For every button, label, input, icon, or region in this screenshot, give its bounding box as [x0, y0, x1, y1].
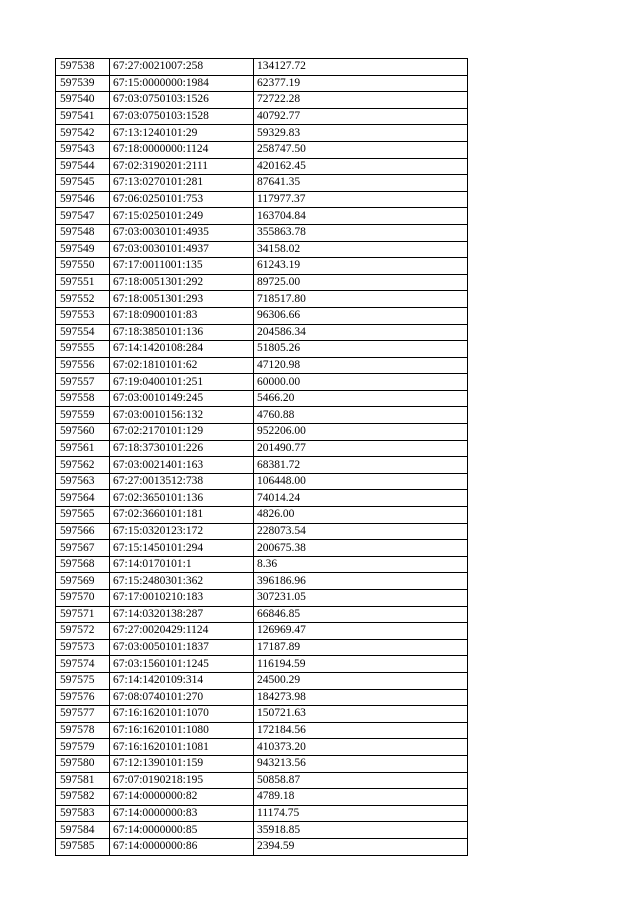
table-row: [56, 523, 468, 540]
amount-cell: 116194.59: [254, 656, 468, 673]
amount-cell: 51805.26: [254, 341, 468, 358]
record-number-cell: 597557: [56, 374, 110, 391]
amount-cell: 4826.00: [254, 507, 468, 524]
cadastral-number-cell: 67:03:0050101:1837: [110, 639, 254, 656]
amount-cell: 47120.98: [254, 357, 468, 374]
table-row: [56, 789, 468, 806]
table-row: [56, 772, 468, 789]
record-number-cell: 597568: [56, 556, 110, 573]
record-number-cell: 597555: [56, 341, 110, 358]
table-row: [56, 606, 468, 623]
table-row: [56, 590, 468, 607]
cadastral-number-cell: 67:06:0250101:753: [110, 191, 254, 208]
cadastral-number-cell: 67:02:2170101:129: [110, 424, 254, 441]
record-number-cell: 597552: [56, 291, 110, 308]
cadastral-number-cell: 67:15:0320123:172: [110, 523, 254, 540]
record-number-cell: 597538: [56, 59, 110, 76]
amount-cell: 396186.96: [254, 573, 468, 590]
amount-cell: 952206.00: [254, 424, 468, 441]
cadastral-number-cell: 67:18:3850101:136: [110, 324, 254, 341]
cadastral-number-cell: 67:03:0010149:245: [110, 390, 254, 407]
amount-cell: 150721.63: [254, 706, 468, 723]
table-row: [56, 623, 468, 640]
record-number-cell: 597571: [56, 606, 110, 623]
cadastral-number-cell: 67:14:0000000:83: [110, 805, 254, 822]
amount-cell: 66846.85: [254, 606, 468, 623]
cadastral-number-cell: 67:27:0013512:738: [110, 473, 254, 490]
cadastral-number-cell: 67:08:0740101:270: [110, 689, 254, 706]
record-number-cell: 597565: [56, 507, 110, 524]
table-row: [56, 141, 468, 158]
cadastral-number-cell: 67:18:0000000:1124: [110, 141, 254, 158]
amount-cell: 11174.75: [254, 805, 468, 822]
cadastral-number-cell: 67:03:0030101:4937: [110, 241, 254, 258]
record-number-cell: 597585: [56, 838, 110, 855]
record-number-cell: 597570: [56, 590, 110, 607]
record-number-cell: 597553: [56, 307, 110, 324]
record-number-cell: 597545: [56, 175, 110, 192]
table-row: [56, 59, 468, 76]
table-row: [56, 573, 468, 590]
record-number-cell: 597579: [56, 739, 110, 756]
cadastral-number-cell: 67:27:0020429:1124: [110, 623, 254, 640]
table-row: [56, 390, 468, 407]
cadastral-number-cell: 67:02:1810101:62: [110, 357, 254, 374]
amount-cell: 106448.00: [254, 473, 468, 490]
record-number-cell: 597578: [56, 722, 110, 739]
record-number-cell: 597580: [56, 755, 110, 772]
cadastral-number-cell: 67:03:0750103:1526: [110, 92, 254, 109]
amount-cell: 68381.72: [254, 457, 468, 474]
cadastral-number-cell: 67:12:1390101:159: [110, 755, 254, 772]
amount-cell: 50858.87: [254, 772, 468, 789]
table-row: [56, 473, 468, 490]
cadastral-number-cell: 67:13:1240101:29: [110, 125, 254, 142]
amount-cell: 201490.77: [254, 440, 468, 457]
table-row: [56, 158, 468, 175]
record-number-cell: 597562: [56, 457, 110, 474]
cadastral-number-cell: 67:19:0400101:251: [110, 374, 254, 391]
cadastral-number-cell: 67:02:3190201:2111: [110, 158, 254, 175]
record-number-cell: 597554: [56, 324, 110, 341]
amount-cell: 355863.78: [254, 224, 468, 241]
amount-cell: 718517.80: [254, 291, 468, 308]
cadastral-number-cell: 67:14:0000000:86: [110, 838, 254, 855]
record-number-cell: 597559: [56, 407, 110, 424]
amount-cell: 410373.20: [254, 739, 468, 756]
amount-cell: 204586.34: [254, 324, 468, 341]
amount-cell: 96306.66: [254, 307, 468, 324]
record-number-cell: 597582: [56, 789, 110, 806]
amount-cell: 163704.84: [254, 208, 468, 225]
table-row: [56, 424, 468, 441]
record-number-cell: 597556: [56, 357, 110, 374]
amount-cell: 24500.29: [254, 672, 468, 689]
record-number-cell: 597567: [56, 540, 110, 557]
amount-cell: 126969.47: [254, 623, 468, 640]
cadastral-number-cell: 67:18:3730101:226: [110, 440, 254, 457]
record-number-cell: 597558: [56, 390, 110, 407]
record-number-cell: 597543: [56, 141, 110, 158]
table-row: [56, 805, 468, 822]
cadastral-number-cell: 67:17:0010210:183: [110, 590, 254, 607]
cadastral-number-cell: 67:13:0270101:281: [110, 175, 254, 192]
table-row: [56, 507, 468, 524]
cadastral-number-cell: 67:14:1420109:314: [110, 672, 254, 689]
table-row: [56, 208, 468, 225]
table-row: [56, 291, 468, 308]
record-number-cell: 597576: [56, 689, 110, 706]
record-number-cell: 597573: [56, 639, 110, 656]
record-number-cell: 597566: [56, 523, 110, 540]
amount-cell: 60000.00: [254, 374, 468, 391]
table-row: [56, 125, 468, 142]
record-number-cell: 597563: [56, 473, 110, 490]
amount-cell: 228073.54: [254, 523, 468, 540]
table-row: [56, 274, 468, 291]
table-row: [56, 656, 468, 673]
table-row: [56, 92, 468, 109]
amount-cell: 172184.56: [254, 722, 468, 739]
table-row: [56, 324, 468, 341]
record-number-cell: 597575: [56, 672, 110, 689]
cadastral-number-cell: 67:03:0030101:4935: [110, 224, 254, 241]
amount-cell: 5466.20: [254, 390, 468, 407]
table-row: [56, 739, 468, 756]
record-number-cell: 597546: [56, 191, 110, 208]
record-number-cell: 597584: [56, 822, 110, 839]
table-row: [56, 755, 468, 772]
table-row: [56, 175, 468, 192]
table-row: [56, 689, 468, 706]
cadastral-number-cell: 67:03:0021401:163: [110, 457, 254, 474]
table-row: [56, 191, 468, 208]
table-row: [56, 374, 468, 391]
amount-cell: 184273.98: [254, 689, 468, 706]
amount-cell: 40792.77: [254, 108, 468, 125]
cadastral-number-cell: 67:03:0010156:132: [110, 407, 254, 424]
cadastral-number-cell: 67:15:0000000:1984: [110, 75, 254, 92]
table-row: [56, 75, 468, 92]
amount-cell: 258747.50: [254, 141, 468, 158]
table-row: [56, 440, 468, 457]
table-row: [56, 672, 468, 689]
amount-cell: 62377.19: [254, 75, 468, 92]
record-number-cell: 597541: [56, 108, 110, 125]
record-number-cell: 597560: [56, 424, 110, 441]
table-row: [56, 241, 468, 258]
cadastral-number-cell: 67:14:1420108:284: [110, 341, 254, 358]
cadastral-number-cell: 67:15:1450101:294: [110, 540, 254, 557]
table-row: [56, 357, 468, 374]
amount-cell: 61243.19: [254, 258, 468, 275]
cadastral-number-cell: 67:16:1620101:1081: [110, 739, 254, 756]
record-number-cell: 597583: [56, 805, 110, 822]
cadastral-number-cell: 67:03:1560101:1245: [110, 656, 254, 673]
amount-cell: 943213.56: [254, 755, 468, 772]
cadastral-number-cell: 67:07:0190218:195: [110, 772, 254, 789]
table-row: [56, 822, 468, 839]
amount-cell: 134127.72: [254, 59, 468, 76]
cadastral-number-cell: 67:16:1620101:1070: [110, 706, 254, 723]
cadastral-number-cell: 67:18:0900101:83: [110, 307, 254, 324]
table-row: [56, 341, 468, 358]
cadastral-number-cell: 67:02:3650101:136: [110, 490, 254, 507]
cadastral-number-cell: 67:18:0051301:292: [110, 274, 254, 291]
table-row: [56, 258, 468, 275]
table-row: [56, 540, 468, 557]
amount-cell: 72722.28: [254, 92, 468, 109]
record-number-cell: 597551: [56, 274, 110, 291]
table-row: [56, 457, 468, 474]
cadastral-number-cell: 67:17:0011001:135: [110, 258, 254, 275]
table-row: [56, 108, 468, 125]
amount-cell: 200675.38: [254, 540, 468, 557]
amount-cell: 74014.24: [254, 490, 468, 507]
records-table: [55, 58, 468, 856]
amount-cell: 420162.45: [254, 158, 468, 175]
record-number-cell: 597539: [56, 75, 110, 92]
amount-cell: 4760.88: [254, 407, 468, 424]
amount-cell: 2394.59: [254, 838, 468, 855]
amount-cell: 117977.37: [254, 191, 468, 208]
record-number-cell: 597542: [56, 125, 110, 142]
cadastral-number-cell: 67:18:0051301:293: [110, 291, 254, 308]
record-number-cell: 597574: [56, 656, 110, 673]
record-number-cell: 597550: [56, 258, 110, 275]
table-row: [56, 224, 468, 241]
amount-cell: 34158.02: [254, 241, 468, 258]
amount-cell: 17187.89: [254, 639, 468, 656]
amount-cell: 59329.83: [254, 125, 468, 142]
table-row: [56, 490, 468, 507]
record-number-cell: 597581: [56, 772, 110, 789]
cadastral-number-cell: 67:14:0000000:82: [110, 789, 254, 806]
cadastral-number-cell: 67:15:2480301:362: [110, 573, 254, 590]
record-number-cell: 597548: [56, 224, 110, 241]
record-number-cell: 597564: [56, 490, 110, 507]
cadastral-number-cell: 67:02:3660101:181: [110, 507, 254, 524]
cadastral-number-cell: 67:14:0000000:85: [110, 822, 254, 839]
record-number-cell: 597572: [56, 623, 110, 640]
cadastral-number-cell: 67:03:0750103:1528: [110, 108, 254, 125]
table-row: [56, 307, 468, 324]
record-number-cell: 597549: [56, 241, 110, 258]
amount-cell: 4789.18: [254, 789, 468, 806]
cadastral-number-cell: 67:14:0320138:287: [110, 606, 254, 623]
cadastral-number-cell: 67:16:1620101:1080: [110, 722, 254, 739]
record-number-cell: 597577: [56, 706, 110, 723]
amount-cell: 87641.35: [254, 175, 468, 192]
record-number-cell: 597547: [56, 208, 110, 225]
amount-cell: 307231.05: [254, 590, 468, 607]
record-number-cell: 597569: [56, 573, 110, 590]
records-table-body: [56, 59, 468, 856]
cadastral-number-cell: 67:14:0170101:1: [110, 556, 254, 573]
table-row: [56, 706, 468, 723]
table-row: [56, 556, 468, 573]
table-row: [56, 407, 468, 424]
record-number-cell: 597561: [56, 440, 110, 457]
amount-cell: 8.36: [254, 556, 468, 573]
table-row: [56, 722, 468, 739]
record-number-cell: 597544: [56, 158, 110, 175]
table-row: [56, 639, 468, 656]
amount-cell: 35918.85: [254, 822, 468, 839]
cadastral-number-cell: 67:15:0250101:249: [110, 208, 254, 225]
cadastral-number-cell: 67:27:0021007:258: [110, 59, 254, 76]
record-number-cell: 597540: [56, 92, 110, 109]
table-row: [56, 838, 468, 855]
amount-cell: 89725.00: [254, 274, 468, 291]
